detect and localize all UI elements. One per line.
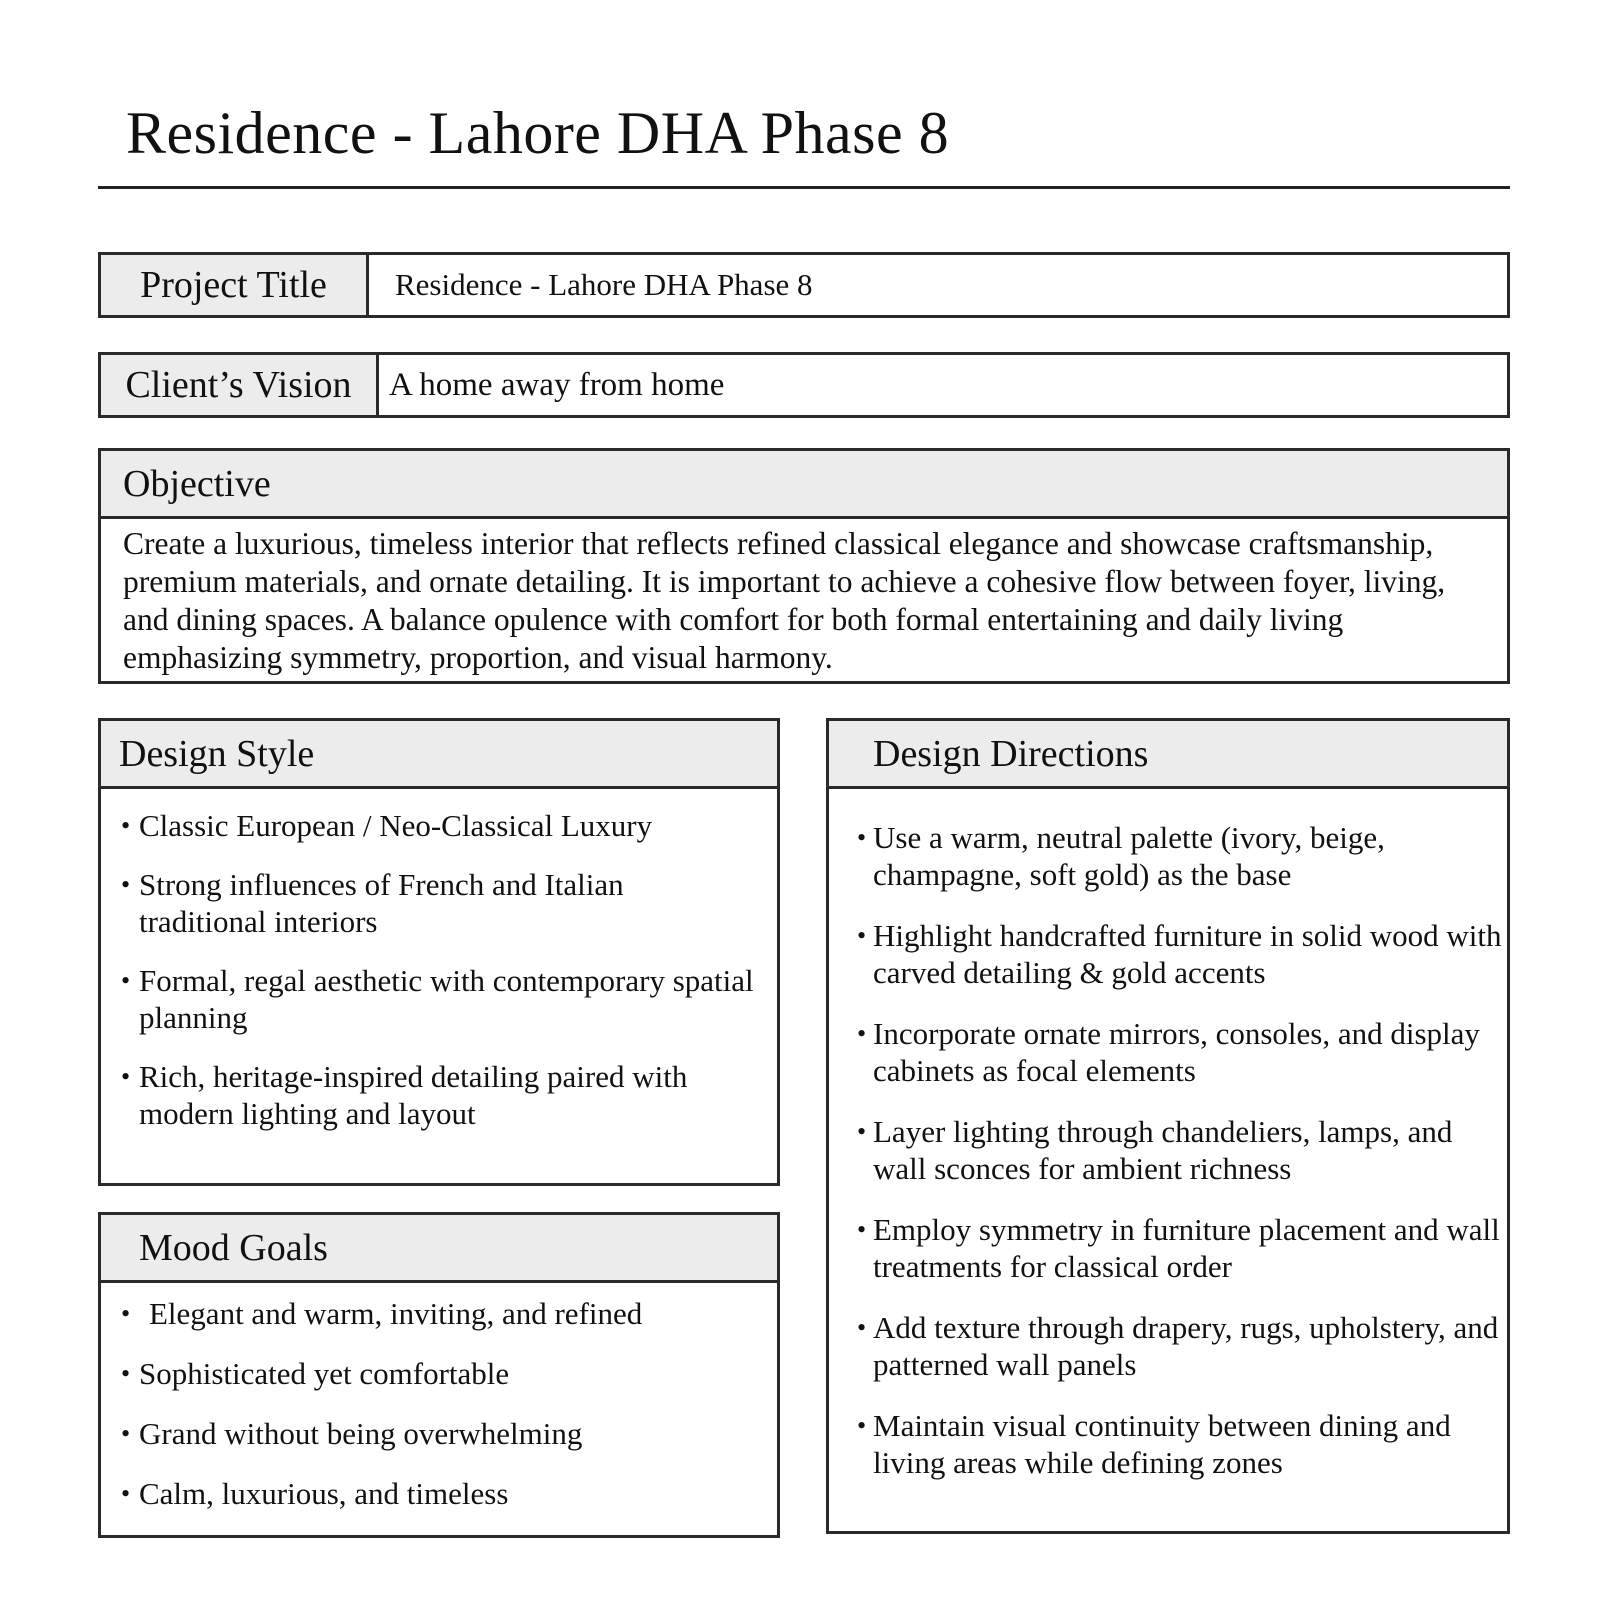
bullet-icon: • [121, 870, 131, 899]
design-style-section [98, 718, 780, 1186]
list-item: • Grand without being overwhelming [121, 1416, 583, 1451]
list-item: • Elegant and warm, inviting, and refined [121, 1296, 643, 1331]
bullet-icon: • [857, 1215, 867, 1244]
mood-goals-heading [101, 1215, 777, 1283]
bullet-icon: • [857, 1117, 867, 1146]
list-item: • Maintain visual continuity between dining and living areas while defining zones [857, 1408, 1451, 1480]
objective-heading [101, 451, 1507, 519]
client-vision-value: A home away from home [389, 366, 725, 403]
title-divider [98, 186, 1510, 189]
mood-goals-heading-text: Mood Goals [139, 1226, 328, 1269]
design-style-heading-text: Design Style [119, 732, 315, 775]
bullet-icon: • [857, 1019, 867, 1048]
list-item: • Add texture through drapery, rugs, upholstery, and patterned wall panels [857, 1310, 1499, 1382]
project-title-row [98, 252, 1510, 318]
objective-heading-text: Objective [123, 462, 271, 505]
design-directions-section [826, 718, 1510, 1534]
bullet-icon: • [121, 1419, 131, 1448]
bullet-icon: • [121, 1359, 131, 1388]
bullet-icon: • [121, 1479, 131, 1508]
project-title-value: Residence - Lahore DHA Phase 8 [395, 267, 813, 302]
design-style-list [101, 789, 777, 1132]
list-item: • Formal, regal aesthetic with contemporary spatial planning [121, 963, 754, 1035]
page-title: Residence - Lahore DHA Phase 8 [126, 100, 950, 166]
client-vision-label: Client’s Vision [101, 355, 379, 415]
list-item: • Incorporate ornate mirrors, consoles, and display cabinets as focal elements [857, 1016, 1480, 1088]
bullet-icon: • [857, 1411, 867, 1440]
list-item: • Classic European / Neo-Classical Luxury [121, 808, 653, 843]
objective-section [98, 448, 1510, 684]
design-directions-heading-text: Design Directions [873, 732, 1149, 775]
bullet-icon: • [857, 921, 867, 950]
project-title-label: Project Title [101, 255, 369, 315]
bullet-icon: • [121, 1062, 131, 1091]
bullet-icon: • [121, 811, 131, 840]
list-item: • Employ symmetry in furniture placement and wall treatments for classical order [857, 1212, 1500, 1284]
design-directions-list [829, 789, 1507, 1481]
client-vision-row [98, 352, 1510, 418]
list-item: • Sophisticated yet comfortable [121, 1356, 510, 1391]
bullet-icon: • [121, 1299, 131, 1328]
list-item: • Rich, heritage-inspired detailing paired with modern lighting and layout [121, 1059, 688, 1131]
list-item: • Strong influences of French and Italian traditional interiors [121, 867, 624, 939]
bullet-icon: • [857, 823, 867, 852]
objective-text: Create a luxurious, timeless interior that reflects refined classical elegance and showcase craftsmanship, premium materials, and ornate detailing. It is important to achieve a cohesive flow between foyer, living, and dining spaces. A balance opulence with comfort for both formal entertaining and daily living emphasizing symmetry, proportion, and visual harmony. [123, 526, 1446, 675]
list-item: • Use a warm, neutral palette (ivory, beige, champagne, soft gold) as the base [857, 820, 1385, 892]
list-item: • Highlight handcrafted furniture in solid wood with carved detailing & gold accents [857, 918, 1502, 990]
design-style-heading [101, 721, 777, 789]
bullet-icon: • [857, 1313, 867, 1342]
bullet-icon: • [121, 966, 131, 995]
design-directions-heading [829, 721, 1507, 789]
list-item: • Layer lighting through chandeliers, lamps, and wall sconces for ambient richness [857, 1114, 1453, 1186]
list-item: • Calm, luxurious, and timeless [121, 1476, 509, 1511]
mood-goals-list [101, 1283, 777, 1512]
mood-goals-section [98, 1212, 780, 1538]
